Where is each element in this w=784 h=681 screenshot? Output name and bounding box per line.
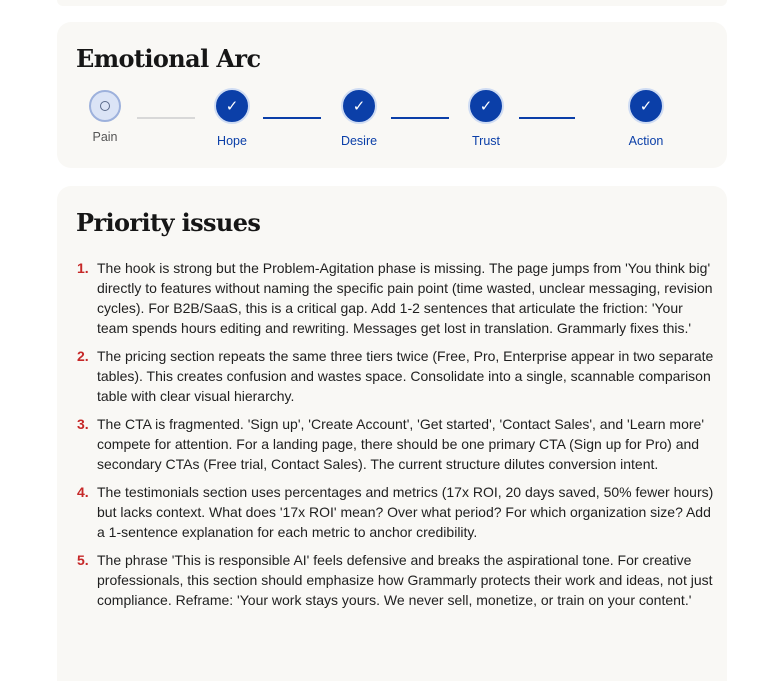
arc-step-hope [192,90,272,148]
issue-text: The hook is strong but the Problem-Agitation phase is missing. The page jumps from 'You think big' directly to features without naming the specific pain point (time wasted, unclear messaging, revision cycles). For B2B/SaaS, this is a critical gap. Add 1-2 sentences that articulate the friction: 'Your team spends hours editing and rewriting. Messages get lost in translation. Grammarly fixes this.' [97,260,713,336]
issue-text: The CTA is fragmented. 'Sign up', 'Create Account', 'Get started', 'Contact Sales', and 'Learn more' compete for attention. For a landing page, there should be one primary CTA (Sign up for Pro) and secondary CTAs (Free trial, Contact Sales). The current structure dilutes conversion intent. [97,416,704,472]
emotional-arc-title: Emotional Arc [76,44,261,73]
issue-number: 2. [77,348,89,364]
issue-text: The pricing section repeats the same three tiers twice (Free, Pro, Enterprise appear in two separate tables). This creates confusion and wastes space. Consolidate into a single, scannable comparison table with clear visual hierarchy. [97,348,714,404]
circle-outline-icon [89,90,121,122]
arc-connector-desire-trust [391,117,449,119]
check-icon: ✓ [628,88,664,124]
issue-number: 4. [77,484,89,500]
priority-issues-list [75,258,715,618]
check-icon: ✓ [214,88,250,124]
check-icon: ✓ [468,88,504,124]
check-icon: ✓ [341,88,377,124]
previous-card-bottom [57,0,727,6]
arc-step-label: Desire [340,134,378,148]
list-item [75,550,715,610]
arc-step-label: Trust [471,134,500,148]
priority-issues-card [57,186,727,681]
issue-text: The phrase 'This is responsible AI' feels defensive and breaks the aspirational tone. For creative professionals, this section should emphasize how Grammarly protects their work and ideas, not just compliance. Reframe: 'Your work stays yours. We never sell, monetize, or train on your content.' [97,552,713,608]
arc-step-label: Pain [92,130,118,144]
arc-step-trust [446,90,526,148]
arc-step-action [606,90,686,148]
arc-step-label: Action [628,134,664,148]
arc-step-desire [319,90,399,148]
issue-number: 5. [77,552,89,568]
emotional-arc-card [57,22,727,168]
list-item [75,346,715,406]
list-item [75,414,715,474]
arc-step-label: Hope [217,134,247,148]
priority-issues-title: Priority issues [76,208,261,237]
list-item [75,482,715,542]
list-item [75,258,715,338]
arc-connector-pain-hope [137,117,195,119]
issue-number: 3. [77,416,89,432]
arc-connector-trust-action [519,117,575,119]
issue-text: The testimonials section uses percentages and metrics (17x ROI, 20 days saved, 50% fewer hours) but lacks context. What does '17x ROI' mean? Over what period? For which organization size? Add a 1-sentence explanation for each metric to anchor credibility. [97,484,714,540]
arc-step-pain [65,90,145,144]
issue-number: 1. [77,260,89,276]
